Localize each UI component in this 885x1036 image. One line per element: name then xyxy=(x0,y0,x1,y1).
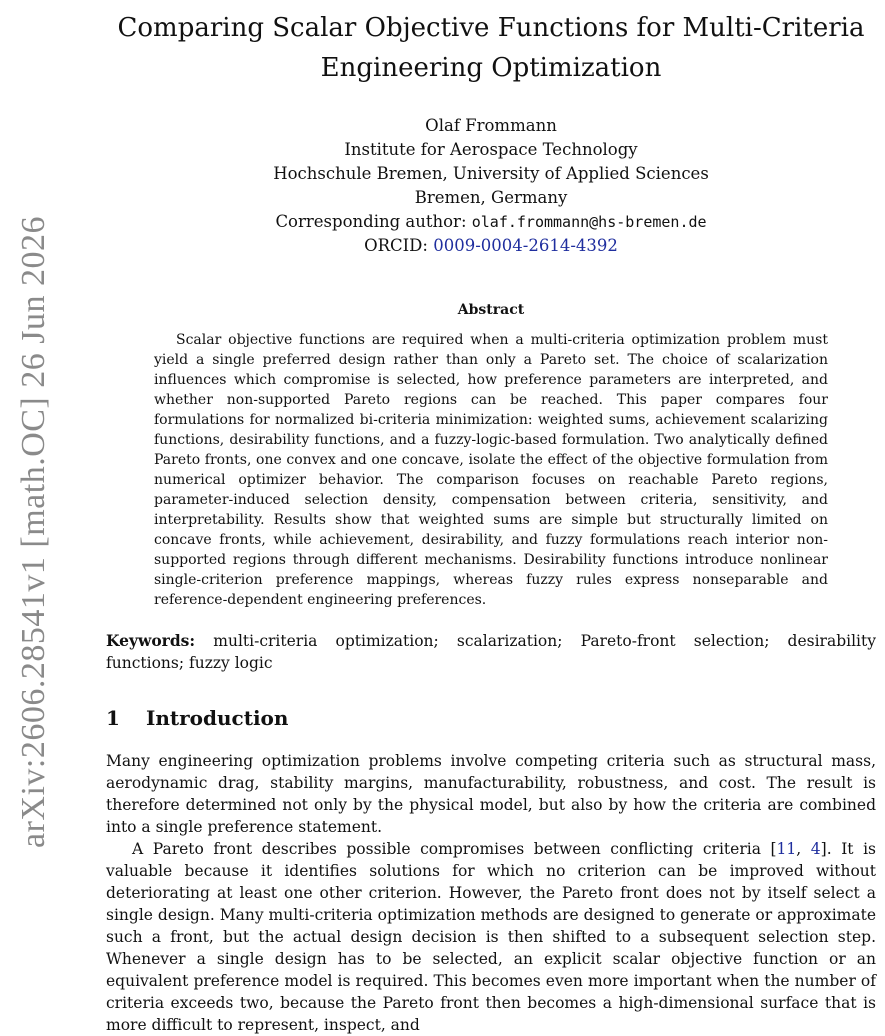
affiliation-institute: Institute for Aerospace Technology xyxy=(344,140,638,159)
author-name: Olaf Frommann xyxy=(425,116,557,135)
title-line-1: Comparing Scalar Objective Functions for Multi-Criteria xyxy=(117,13,865,43)
section-title: Introduction xyxy=(146,706,289,730)
para2-start: A Pareto front describes possible compromises between conflicting criteria [ xyxy=(132,840,777,858)
section-number: 1 xyxy=(106,706,120,730)
paper-page xyxy=(106,0,876,1036)
citation-11[interactable]: 11 xyxy=(776,840,797,858)
intro-paragraph-2 xyxy=(106,838,876,1036)
author-block xyxy=(106,114,876,258)
orcid xyxy=(106,234,876,258)
corresponding-email[interactable]: olaf.frommann@hs-bremen.de xyxy=(471,213,707,231)
keywords-label: Keywords: xyxy=(106,631,196,650)
arxiv-sidebar xyxy=(0,0,60,1000)
corresponding-label: Corresponding author: xyxy=(275,212,472,231)
corresponding-author xyxy=(106,210,876,234)
affiliation-university: Hochschule Bremen, University of Applied Sciences xyxy=(273,164,709,183)
citation-separator: , xyxy=(796,840,811,858)
orcid-label: ORCID: xyxy=(364,236,434,255)
intro-paragraph-1: Many engineering optimization problems involve competing criteria such as structural mass, aerodynamic drag, stability margins, manufacturability, robustness, and cost. The result is therefore determined not only by the physical model, but also by how the criteria are combined into a single preference statement. xyxy=(106,752,876,836)
keywords-text: multi-criteria optimization; scalarization; Pareto-front selection; desirability functions; fuzzy logic xyxy=(106,632,876,672)
section-heading-introduction xyxy=(106,706,876,730)
orcid-link[interactable]: 0009-0004-2614-4392 xyxy=(433,236,618,255)
para2-rest: ]. It is valuable because it identifies solutions for which no criterion can be improved without deteriorating at least one other criterion. However, the Pareto front does not by itself select a single design. Many multi-criteria optimization methods are designed to generate or approximate such a front, but the actual design decision is then shifted to a subsequent selection step. Whenever a single design has to be selected, an explicit scalar objective function or an equivalent preference model is required. This becomes even more important when the number of criteria exceeds two, because the Pareto front then becomes a high-dimensional surface that is more difficult to represent, inspect, and xyxy=(106,840,877,1034)
abstract-heading: Abstract xyxy=(457,302,525,318)
paper-title xyxy=(106,8,876,88)
arxiv-stamp: arXiv:2606.28541v1 [math.OC] 26 Jun 2026 xyxy=(15,216,52,848)
abstract-body: Scalar objective functions are required when a multi-criteria optimization problem must yield a single preferred design rather than only a Pareto set. The choice of scalarization influences which compromise is selected, how preference parameters are interpreted, and whether non-supported Pareto regions can be reached. This paper compares four formulations for normalized bi-criteria minimization: weighted sums, achievement scalarizing functions, desirability functions, and a fuzzy-logic-based formulation. Two analytically defined Pareto fronts, one convex and one concave, isolate the effect of the objective formulation from numerical optimizer behavior. The comparison focuses on reachable Pareto regions, parameter-induced selection density, compensation between criteria, sensitivity, and interpretability. Results show that weighted sums are simple but structurally limited on concave fronts, while achievement, desirability, and fuzzy formulations reach interior non-supported regions through different mechanisms. Desirability functions introduce nonlinear single-criterion preference mappings, whereas fuzzy rules express nonseparable and reference-dependent engineering preferences. xyxy=(154,332,828,608)
citation-4[interactable]: 4 xyxy=(810,840,821,858)
affiliation-location: Bremen, Germany xyxy=(414,188,568,207)
keywords xyxy=(106,630,876,674)
title-line-2: Engineering Optimization xyxy=(320,53,662,83)
